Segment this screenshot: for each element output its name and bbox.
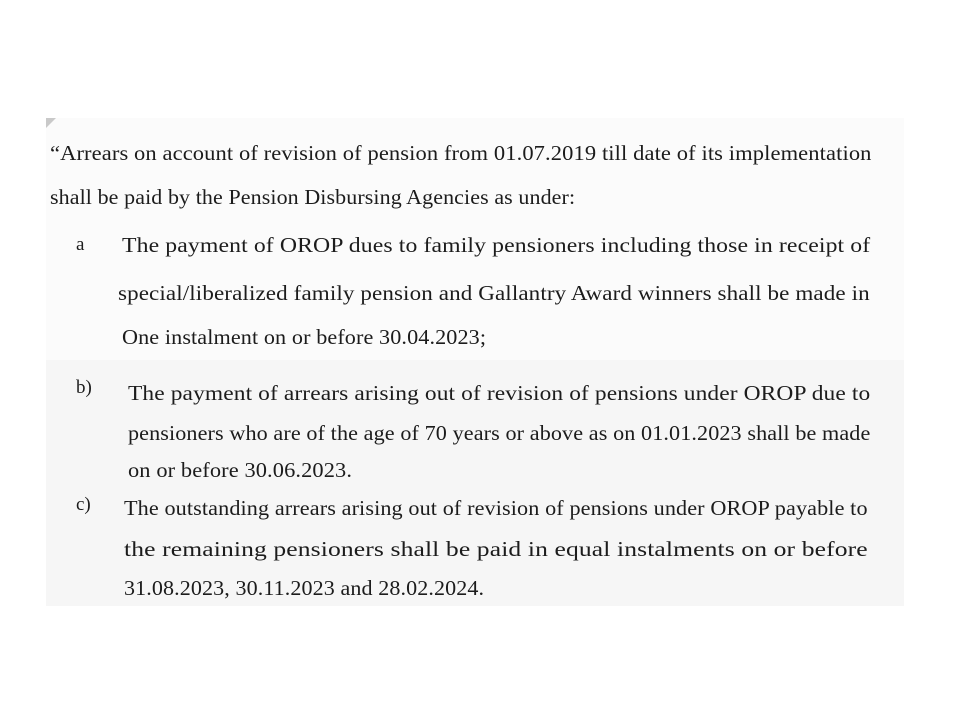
intro-line-1: “Arrears on account of revision of pension from 01.07.2019 till date of its implementation — [50, 141, 872, 165]
item-b-line-2: pensioners who are of the age of 70 years or above as on 01.01.2023 shall be made — [128, 421, 871, 445]
page-fold-mark — [46, 118, 56, 128]
item-c-line-1: The outstanding arrears arising out of revision of pensions under OROP payable to — [124, 496, 868, 520]
item-a-marker: a — [76, 234, 85, 255]
item-a-line-1: The payment of OROP dues to family pensioners including those in receipt of — [122, 233, 871, 257]
item-c-line-3: 31.08.2023, 30.11.2023 and 28.02.2024. — [124, 576, 485, 600]
item-b-line-3: on or before 30.06.2023. — [128, 458, 353, 482]
item-b-marker: b) — [76, 377, 92, 398]
item-a-line-2: special/liberalized family pension and Gallantry Award winners shall be made in — [118, 281, 870, 305]
intro-line-2: shall be paid by the Pension Disbursing Agencies as under: — [50, 185, 576, 209]
item-a-line-3: One instalment on or before 30.04.2023; — [122, 325, 487, 349]
item-c-marker: c) — [76, 494, 91, 515]
item-c-line-2: the remaining pensioners shall be paid in equal instalments on or before — [124, 537, 868, 561]
item-b-line-1: The payment of arrears arising out of revision of pensions under OROP due to — [128, 381, 871, 405]
